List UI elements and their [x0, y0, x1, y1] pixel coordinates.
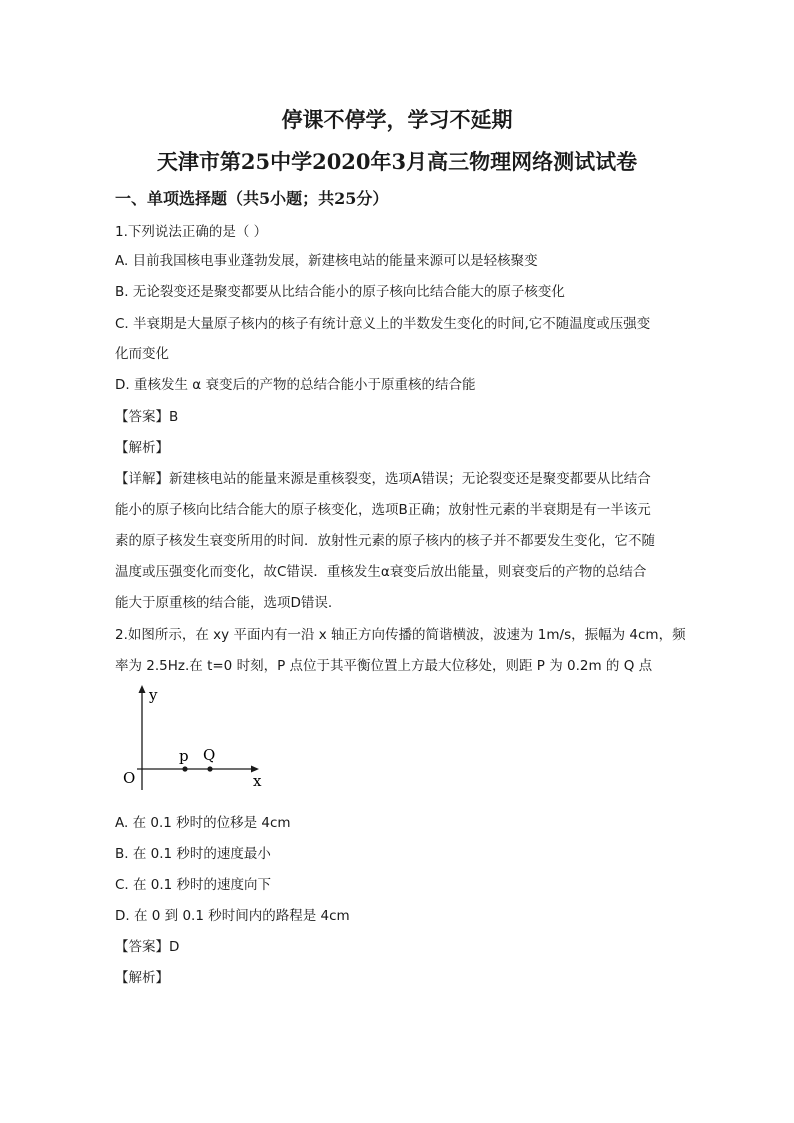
- q2-answer: 【答案】D: [115, 939, 180, 955]
- point-q-label: Q: [203, 746, 216, 764]
- q2-option-d: D. 在 0 到 0.1 秒时间内的路程是 4cm: [115, 908, 350, 924]
- q1-option-c: C. 半衰期是大量原子核内的核子有统计意义上的半数发生变化的时间,它不随温度或压强变: [115, 316, 651, 332]
- x-axis-label: x: [253, 772, 262, 790]
- q1-option-c-cont: 化而变化: [115, 346, 169, 362]
- q1-detail-line: 能小的原子核向比结合能大的原子核变化，选项B正确；放射性元素的半衰期是有一半该元: [115, 502, 651, 518]
- q1-option-a: A. 目前我国核电事业蓬勃发展，新建核电站的能量来源可以是轻核聚变: [115, 253, 538, 269]
- y-axis-label: y: [149, 686, 158, 704]
- q1-detail-line: 能大于原重核的结合能，选项D错误.: [115, 595, 333, 611]
- y-axis-arrow: [139, 685, 146, 693]
- origin-label: O: [123, 769, 136, 787]
- exam-title: 天津市第25中学2020年3月高三物理网络测试试卷: [156, 149, 638, 174]
- section-heading: 一、单项选择题（共5小题；共25分）: [115, 189, 389, 208]
- q1-option-b: B. 无论裂变还是聚变都要从比结合能小的原子核向比结合能大的原子核变化: [115, 284, 565, 300]
- wave-figure: [115, 682, 275, 798]
- q2-option-c: C. 在 0.1 秒时的速度向下: [115, 877, 272, 893]
- q2-stem-line: 率为 2.5Hz.在 t=0 时刻，P 点位于其平衡位置上方最大位移处，则距 P 为 0.2m 的 Q 点: [115, 658, 653, 674]
- page-title: 停课不停学，学习不延期: [281, 107, 513, 132]
- q1-detail-line: 素的原子核发生衰变所用的时间．放射性元素的原子核内的核子并不都要发生变化，它不随: [115, 533, 655, 549]
- q1-option-d: D. 重核发生 α 衰变后的产物的总结合能小于原重核的结合能: [115, 377, 476, 393]
- point-q: [207, 766, 212, 771]
- point-p: [182, 766, 187, 771]
- q1-detail-line: 【详解】新建核电站的能量来源是重核裂变，选项A错误；无论裂变还是聚变都要从比结合: [115, 471, 651, 487]
- q2-analysis-tag: 【解析】: [115, 970, 169, 986]
- q1-detail-line: 温度或压强变化而变化，故C错误．重核发生α衰变后放出能量，则衰变后的产物的总结合: [115, 564, 647, 580]
- q2-option-b: B. 在 0.1 秒时的速度最小: [115, 846, 271, 862]
- point-p-label: p: [179, 747, 189, 765]
- q1-stem: 1.下列说法正确的是（ ）: [115, 224, 268, 240]
- q2-option-a: A. 在 0.1 秒时的位移是 4cm: [115, 815, 291, 831]
- q2-stem-line: 2.如图所示，在 xy 平面内有一沿 x 轴正方向传播的简谐横波，波速为 1m/s，振幅为 4cm，频: [115, 627, 686, 643]
- q1-analysis-tag: 【解析】: [115, 440, 169, 456]
- q1-answer: 【答案】B: [115, 409, 179, 425]
